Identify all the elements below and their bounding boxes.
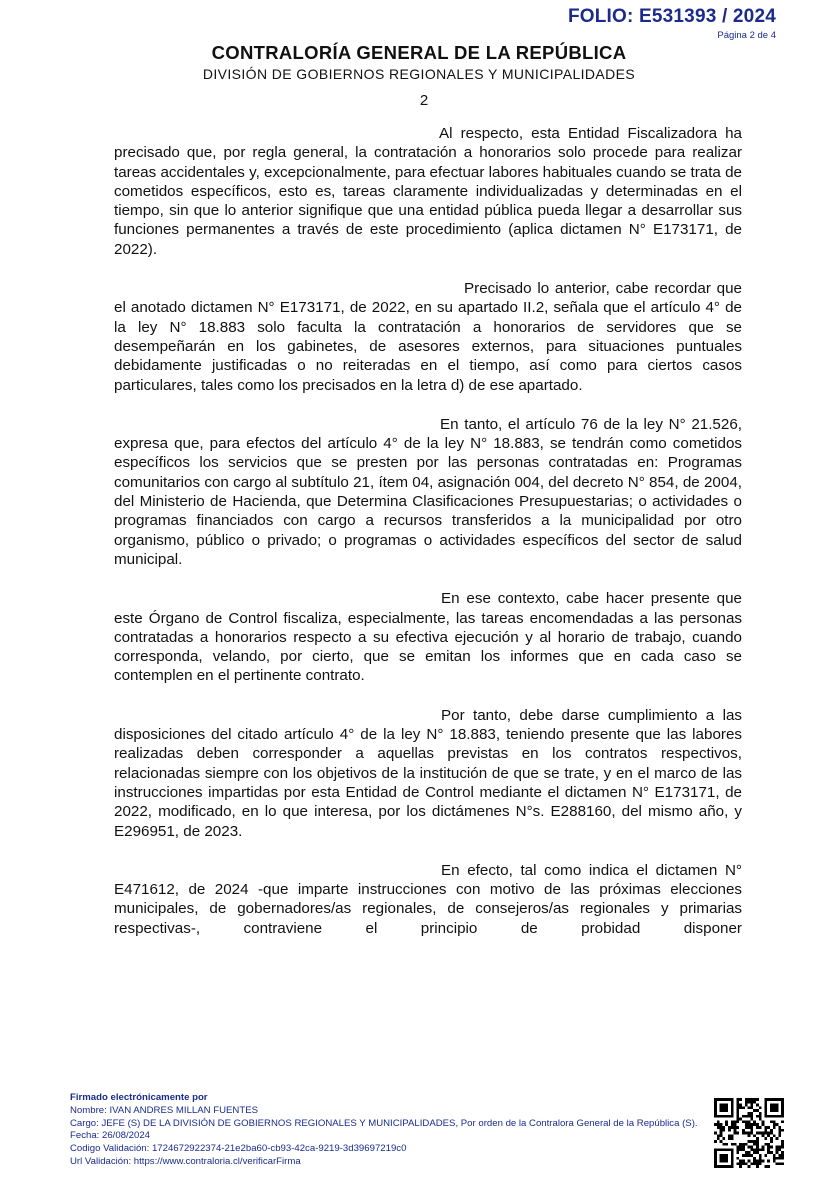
signer-name: Nombre: IVAN ANDRES MILLAN FUENTES — [70, 1104, 259, 1116]
institution-title: CONTRALORÍA GENERAL DE LA REPÚBLICA — [211, 42, 627, 63]
qr-code-icon — [714, 1098, 784, 1168]
paragraph: En tanto, el artículo 76 de la ley N° 21.526, expresa que, para efectos del artículo 4° de la ley N° 18.883, se tendrán como cometidos específicos los servicios que se presten por las personas contratadas en: Programas comunitarios con cargo al subtítulo 21, ítem 04, asignación 004, del decreto N° 854, de 2004, del Ministerio de Hacienda, que Determina Clasificaciones Presupuestarias; o actividades o programas financiados con cargo a recursos transferidos a la municipalidad por otro organismo, público o privado; o programas o actividades específicos del sector de salud municipal. — [114, 415, 742, 568]
document-body — [114, 124, 742, 958]
signature-heading: Firmado electrónicamente por — [70, 1092, 208, 1103]
division-subtitle: DIVISIÓN DE GOBIERNOS REGIONALES Y MUNICIPALIDADES — [202, 66, 636, 82]
signature-date: Fecha: 26/08/2024 — [70, 1130, 151, 1142]
paragraph: Precisado lo anterior, cabe recordar que el anotado dictamen N° E173171, de 2022, en su apartado II.2, señala que el artículo 4° de la ley N° 18.883 solo faculta la contratación a honorarios de servidores que se desempeñarán en los gabinetes, de asesores externos, para situaciones puntuales debidamente justificadas o no reiteradas en el tiempo, así como para ciertos casos particulares, tales como los precisados en la letra d) de ese apartado. — [114, 280, 742, 394]
paragraph: Al respecto, esta Entidad Fiscalizadora ha precisado que, por regla general, la contratación a honorarios solo procede para realizar tareas accidentales y, excepcionalmente, para efectuar labores habituales cuando se trata de cometidos específicos, esto es, tareas claramente individualizadas y determinadas en el tiempo, sin que lo anterior signifique que una entidad pública pueda llegar a desarrollar sus funciones permanentes a través de este procedimiento (aplica dictamen N° E173171, de 2022). — [114, 125, 742, 258]
validation-url: Url Validación: https://www.contraloria.cl/verificarFirma — [70, 1155, 301, 1167]
page-number: 2 — [419, 92, 429, 109]
paragraph: Por tanto, debe darse cumplimiento a las disposiciones del citado artículo 4° de la ley N° 18.883, teniendo presente que las labores realizadas deben corresponder a aquellas previstas en los contratos respectivos, relacionadas siempre con los objetivos de la institución de que se trate, y en el marco de las instrucciones impartidas por esta Entidad de Control mediante el dictamen N° E173171, de 2022, modificado, en lo que interesa, por los dictámenes N°s. E288160, del mismo año, y E296951, de 2023. — [114, 706, 742, 840]
paragraph: En ese contexto, cabe hacer presente que este Órgano de Control fiscaliza, especialmente, las tareas encomendadas a las personas contratadas a honorarios respecto a su efectiva ejecución y al horario de trabajo, cuando corresponda, velando, por cierto, que se emitan los informes que en cada caso se contemplen en el pertinente contrato. — [114, 590, 742, 685]
paragraph: En efecto, tal como indica el dictamen N° E471612, de 2024 -que imparte instrucciones con motivo de las próximas elecciones municipales, de gobernadores/as regionales, de consejeros/as regionales y primarias respectivas-, contraviene el principio de probidad disponer — [114, 861, 742, 937]
folio-number: FOLIO: E531393 / 2024 — [567, 6, 776, 27]
page-indicator: Página 2 de 4 — [717, 30, 776, 41]
signer-role: Cargo: JEFE (S) DE LA DIVISIÓN DE GOBIERNOS REGIONALES Y MUNICIPALIDADES, Por orden de la Contralora General de la República (S). — [70, 1117, 698, 1129]
validation-code: Codigo Validación: 1724672922374-21e2ba60-cb93-42ca-9219-3d39697219c0 — [70, 1143, 407, 1155]
